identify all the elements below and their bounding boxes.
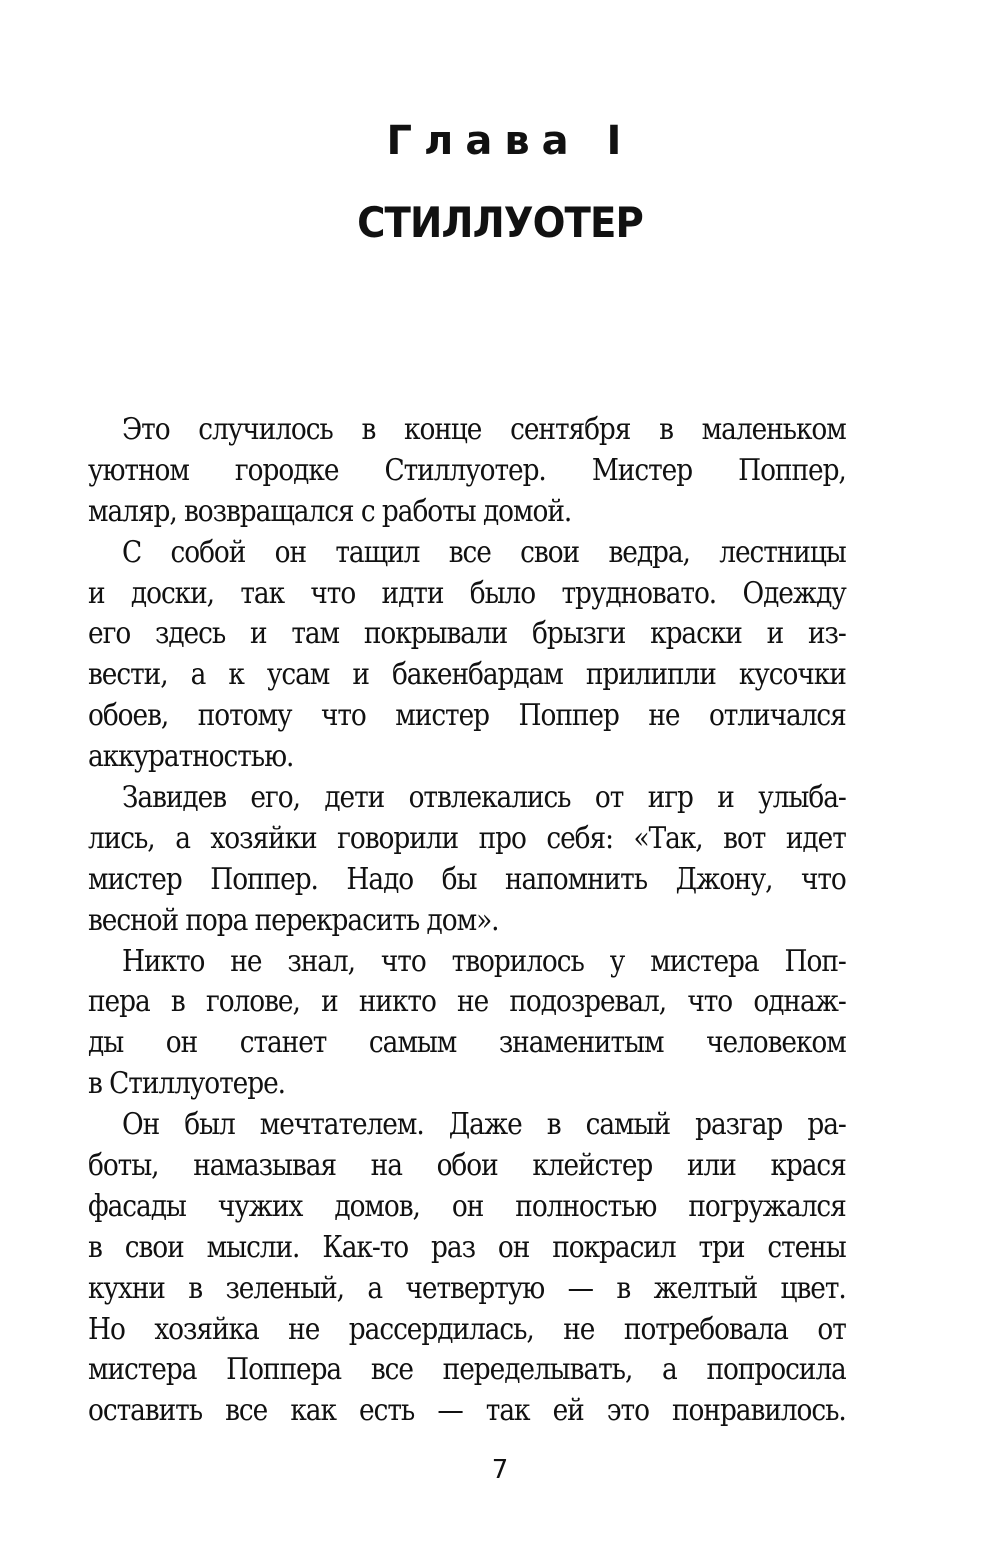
text-line: Никто не знал, что творилось у мистера Поп- [122, 943, 846, 979]
paragraph [88, 410, 846, 533]
text-line: пера в голове, и никто не подозревал, что однаж- [88, 984, 846, 1020]
text-line: мистера Поппера все переделывать, а попросила [88, 1352, 846, 1388]
text-line: кухни в зеленый, а четвертую — в желтый цвет. [88, 1270, 846, 1306]
text-line: обоев, потому что мистер Поппер не отличался [88, 698, 846, 734]
page-number: 7 [491, 1455, 509, 1485]
paragraph [88, 942, 846, 1106]
text-line: лись, а хозяйки говорили про себя: «Так, вот идет [88, 820, 846, 856]
text-line: аккуратностью. [88, 739, 294, 775]
text-line: вести, а к усам и бакенбардам прилипли кусочки [88, 657, 846, 693]
text-line: С собой он тащил все свои ведра, лестницы [122, 534, 846, 570]
paragraph [88, 778, 846, 942]
chapter-title: СТИЛЛУОТЕР [357, 198, 643, 247]
text-line: Завидев его, дети отвлекались от игр и улыба- [122, 780, 846, 816]
text-line: в Стиллуотере. [88, 1066, 285, 1102]
text-line: мистер Поппер. Надо бы напомнить Джону, что [88, 861, 846, 897]
text-line: ды он станет самым знаменитым человеком [88, 1025, 846, 1061]
text-line: его здесь и там покрывали брызги краски и из- [88, 616, 846, 652]
text-line: маляр, возвращался с работы домой. [88, 493, 572, 529]
text-line: весной пора перекрасить дом». [88, 902, 499, 938]
body-text [88, 410, 846, 1432]
text-line: Он был мечтателем. Даже в самый разгар ра- [122, 1107, 846, 1143]
text-line: в свои мысли. Как-то раз он покрасил три стены [88, 1229, 846, 1265]
text-line: фасады чужих домов, он полностью погружался [88, 1188, 846, 1224]
text-line: уютном городке Стиллуотер. Мистер Поппер, [88, 452, 846, 488]
text-line: боты, намазывая на обои клейстер или крася [88, 1148, 846, 1184]
paragraph [88, 1105, 846, 1432]
paragraph [88, 533, 846, 778]
chapter-label: Глава I [386, 118, 634, 164]
text-line: Но хозяйка не рассердилась, не потребовала от [88, 1311, 846, 1347]
text-line: Это случилось в конце сентября в маленьком [122, 412, 846, 447]
text-line: оставить все как есть — так ей это понравилось. [88, 1393, 846, 1429]
text-line: и доски, так что идти было трудновато. Одежду [88, 575, 846, 611]
